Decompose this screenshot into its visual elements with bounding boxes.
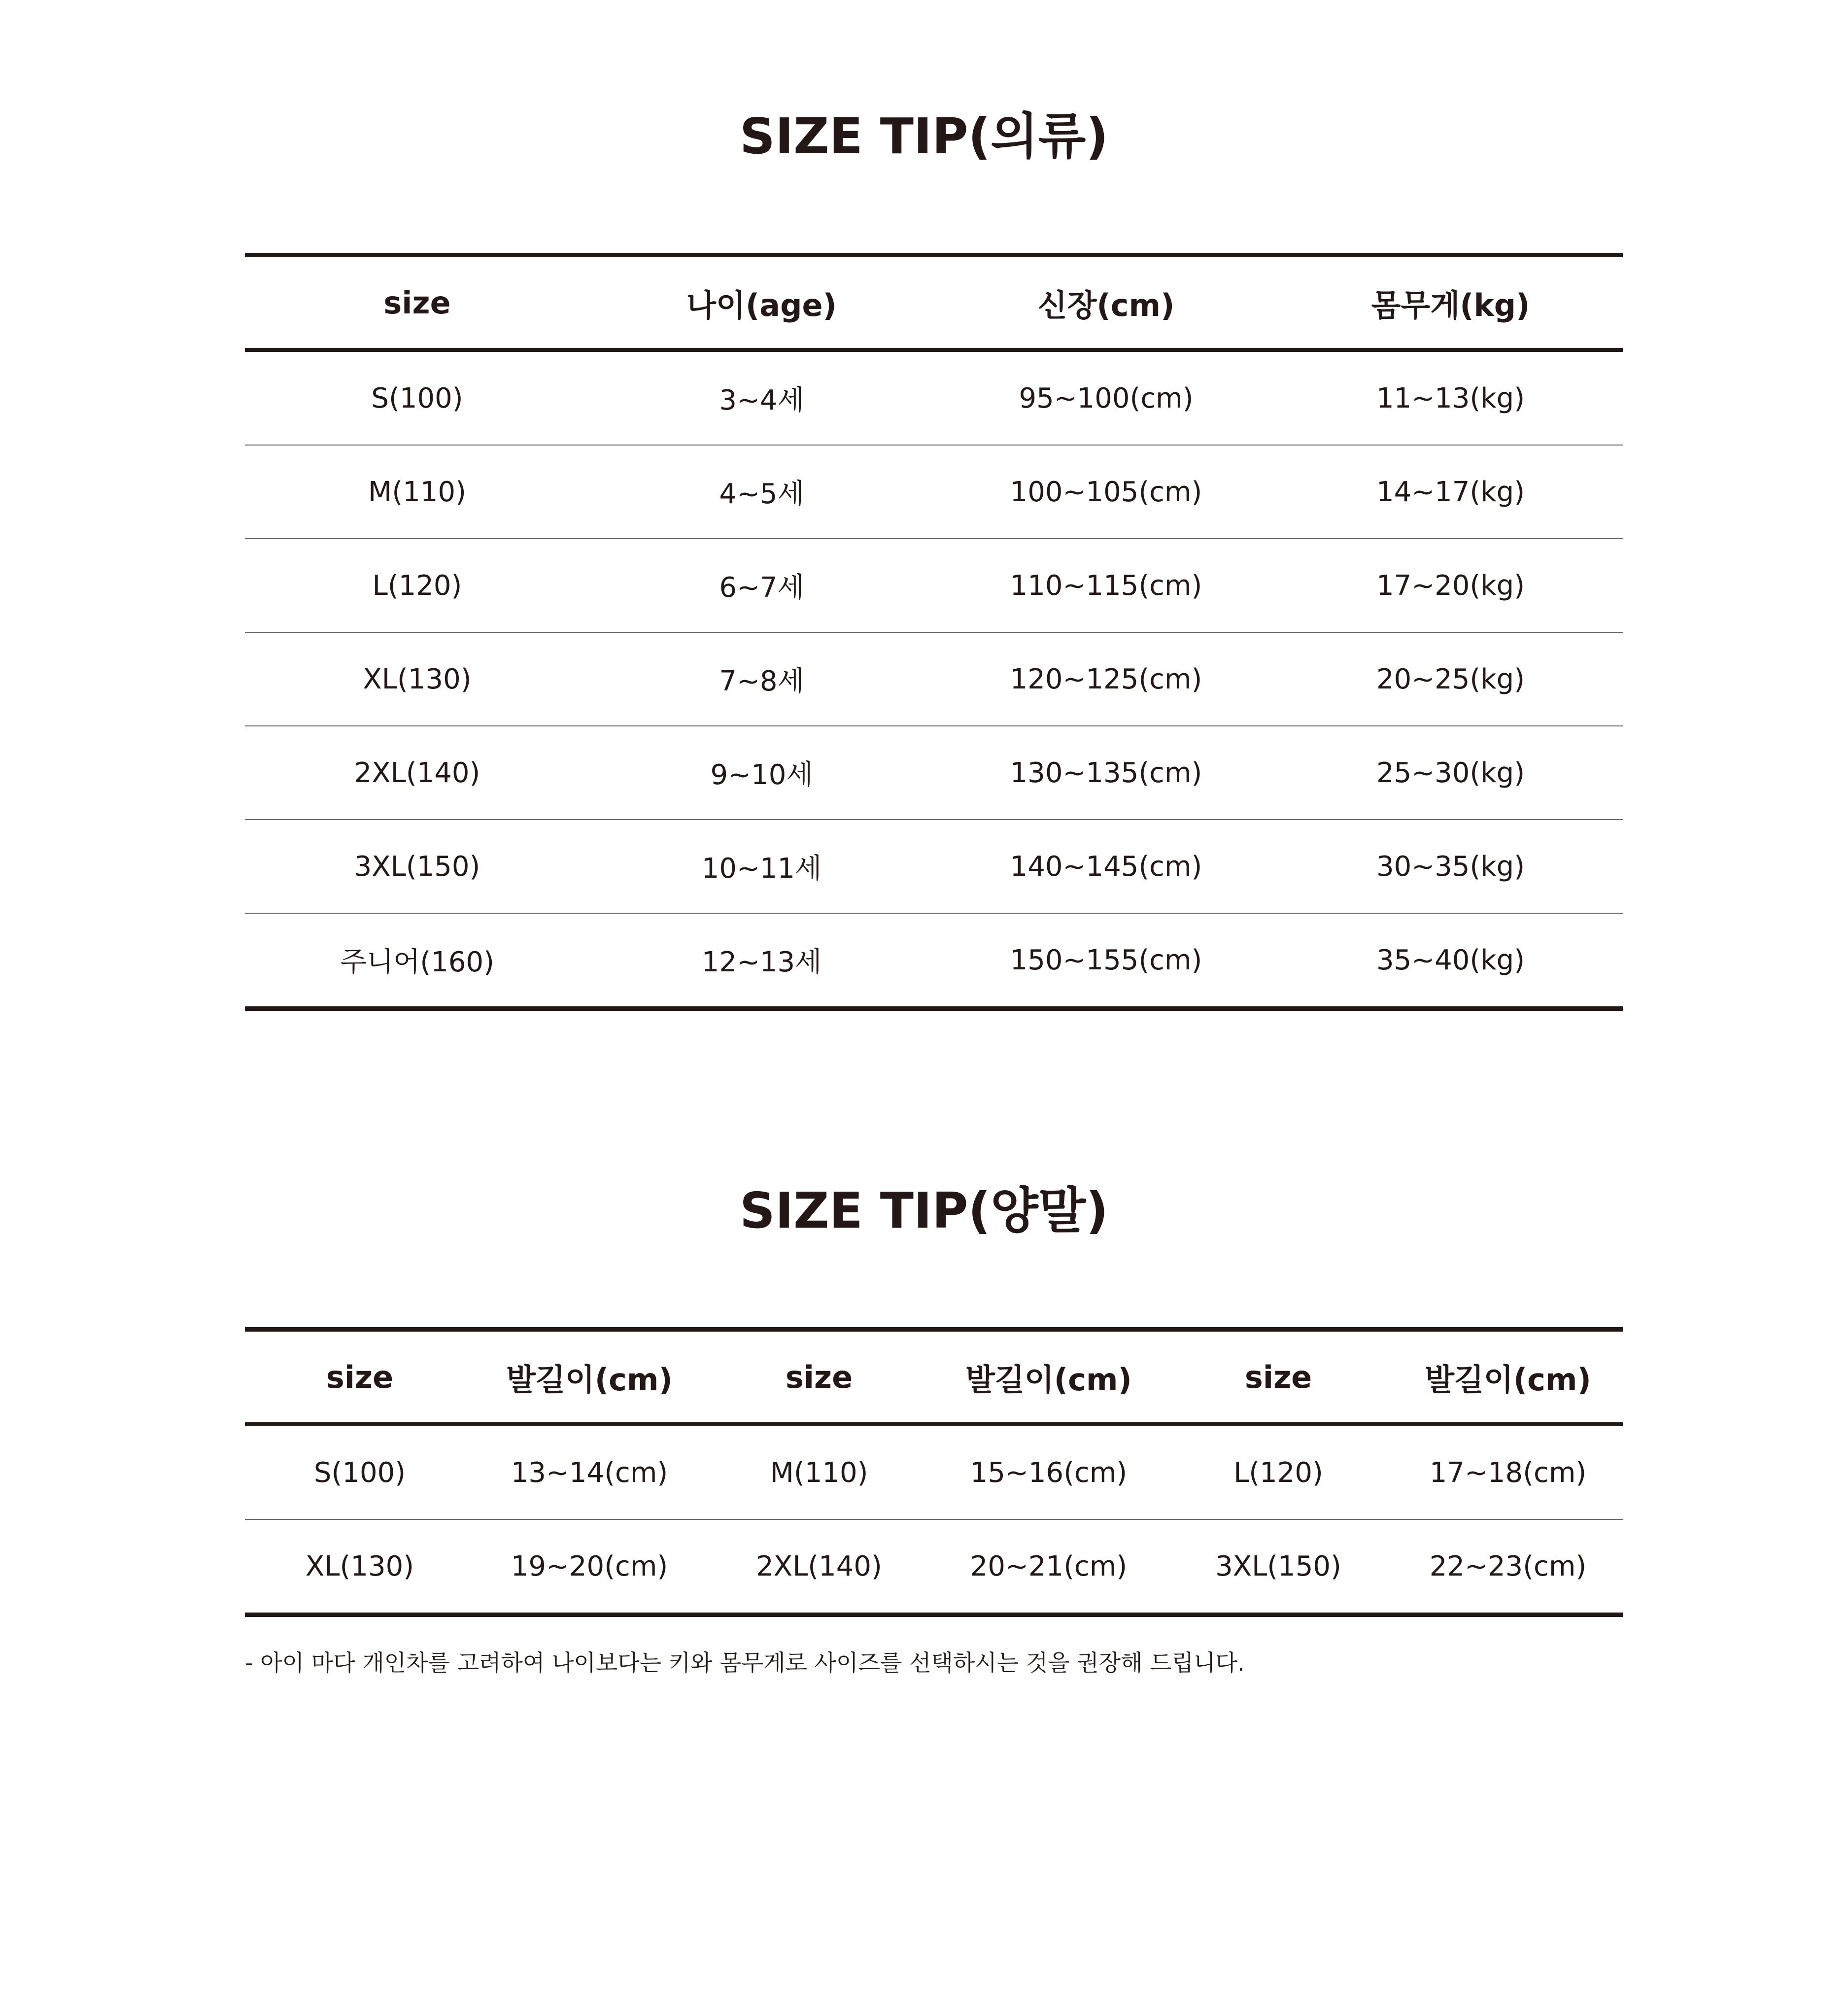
weight-cell: 20~25(kg) [1278, 632, 1623, 726]
socks-header-foot-length: 발길이(cm) [475, 1330, 704, 1425]
weight-cell: 25~30(kg) [1278, 726, 1623, 820]
table-row [245, 913, 1623, 1009]
weight-cell: 35~40(kg) [1278, 913, 1623, 1009]
clothing-header-weight: 몸무게(kg) [1278, 255, 1623, 350]
clothing-header-height: 신장(cm) [934, 255, 1278, 350]
size-cell: S(100) [245, 1424, 475, 1519]
clothing-header-size: size [245, 255, 589, 350]
height-cell: 140~145(cm) [934, 820, 1278, 913]
clothing-size-title: SIZE TIP(의류) [739, 107, 1109, 165]
socks-header-row [245, 1330, 1623, 1425]
size-cell: 2XL(140) [704, 1519, 934, 1615]
weight-cell: 11~13(kg) [1278, 350, 1623, 445]
size-cell: 3XL(150) [1164, 1519, 1393, 1615]
size-cell: L(120) [1164, 1424, 1393, 1519]
size-cell: XL(130) [245, 1519, 475, 1615]
size-cell: S(100) [245, 350, 589, 445]
age-cell: 12~13세 [589, 913, 934, 1009]
socks-header-size: size [704, 1330, 934, 1425]
age-cell: 9~10세 [589, 726, 934, 820]
clothing-size-table [245, 253, 1623, 1011]
table-row [245, 445, 1623, 539]
table-row [245, 350, 1623, 445]
size-recommendation-note: - 아이 마다 개인차를 고려하여 나이보다는 키와 몸무게로 사이즈를 선택하시는 것을 권장해 드립니다. [245, 1649, 1245, 1676]
size-cell: 2XL(140) [245, 726, 589, 820]
height-cell: 120~125(cm) [934, 632, 1278, 726]
foot-length-cell: 13~14(cm) [475, 1424, 704, 1519]
foot-length-cell: 15~16(cm) [934, 1424, 1164, 1519]
socks-header-size: size [1164, 1330, 1393, 1425]
height-cell: 110~115(cm) [934, 539, 1278, 632]
age-cell: 7~8세 [589, 632, 934, 726]
socks-header-foot-length: 발길이(cm) [934, 1330, 1164, 1425]
height-cell: 130~135(cm) [934, 726, 1278, 820]
height-cell: 95~100(cm) [934, 350, 1278, 445]
foot-length-cell: 19~20(cm) [475, 1519, 704, 1615]
foot-length-cell: 17~18(cm) [1393, 1424, 1623, 1519]
foot-length-cell: 22~23(cm) [1393, 1519, 1623, 1615]
age-cell: 3~4세 [589, 350, 934, 445]
size-cell: L(120) [245, 539, 589, 632]
socks-size-title: SIZE TIP(양말) [739, 1182, 1109, 1239]
weight-cell: 17~20(kg) [1278, 539, 1623, 632]
table-row [245, 820, 1623, 913]
table-row [245, 726, 1623, 820]
socks-header-size: size [245, 1330, 475, 1425]
size-cell: M(110) [245, 445, 589, 539]
weight-cell: 14~17(kg) [1278, 445, 1623, 539]
table-row [245, 1519, 1623, 1615]
size-cell: 주니어(160) [245, 913, 589, 1009]
table-row [245, 539, 1623, 632]
weight-cell: 30~35(kg) [1278, 820, 1623, 913]
socks-header-foot-length: 발길이(cm) [1393, 1330, 1623, 1425]
size-cell: XL(130) [245, 632, 589, 726]
clothing-header-age: 나이(age) [589, 255, 934, 350]
height-cell: 150~155(cm) [934, 913, 1278, 1009]
table-row [245, 1424, 1623, 1519]
age-cell: 6~7세 [589, 539, 934, 632]
size-cell: 3XL(150) [245, 820, 589, 913]
age-cell: 10~11세 [589, 820, 934, 913]
table-row [245, 632, 1623, 726]
foot-length-cell: 20~21(cm) [934, 1519, 1164, 1615]
height-cell: 100~105(cm) [934, 445, 1278, 539]
clothing-header-row [245, 255, 1623, 350]
size-cell: M(110) [704, 1424, 934, 1519]
age-cell: 4~5세 [589, 445, 934, 539]
socks-size-table [245, 1327, 1623, 1617]
